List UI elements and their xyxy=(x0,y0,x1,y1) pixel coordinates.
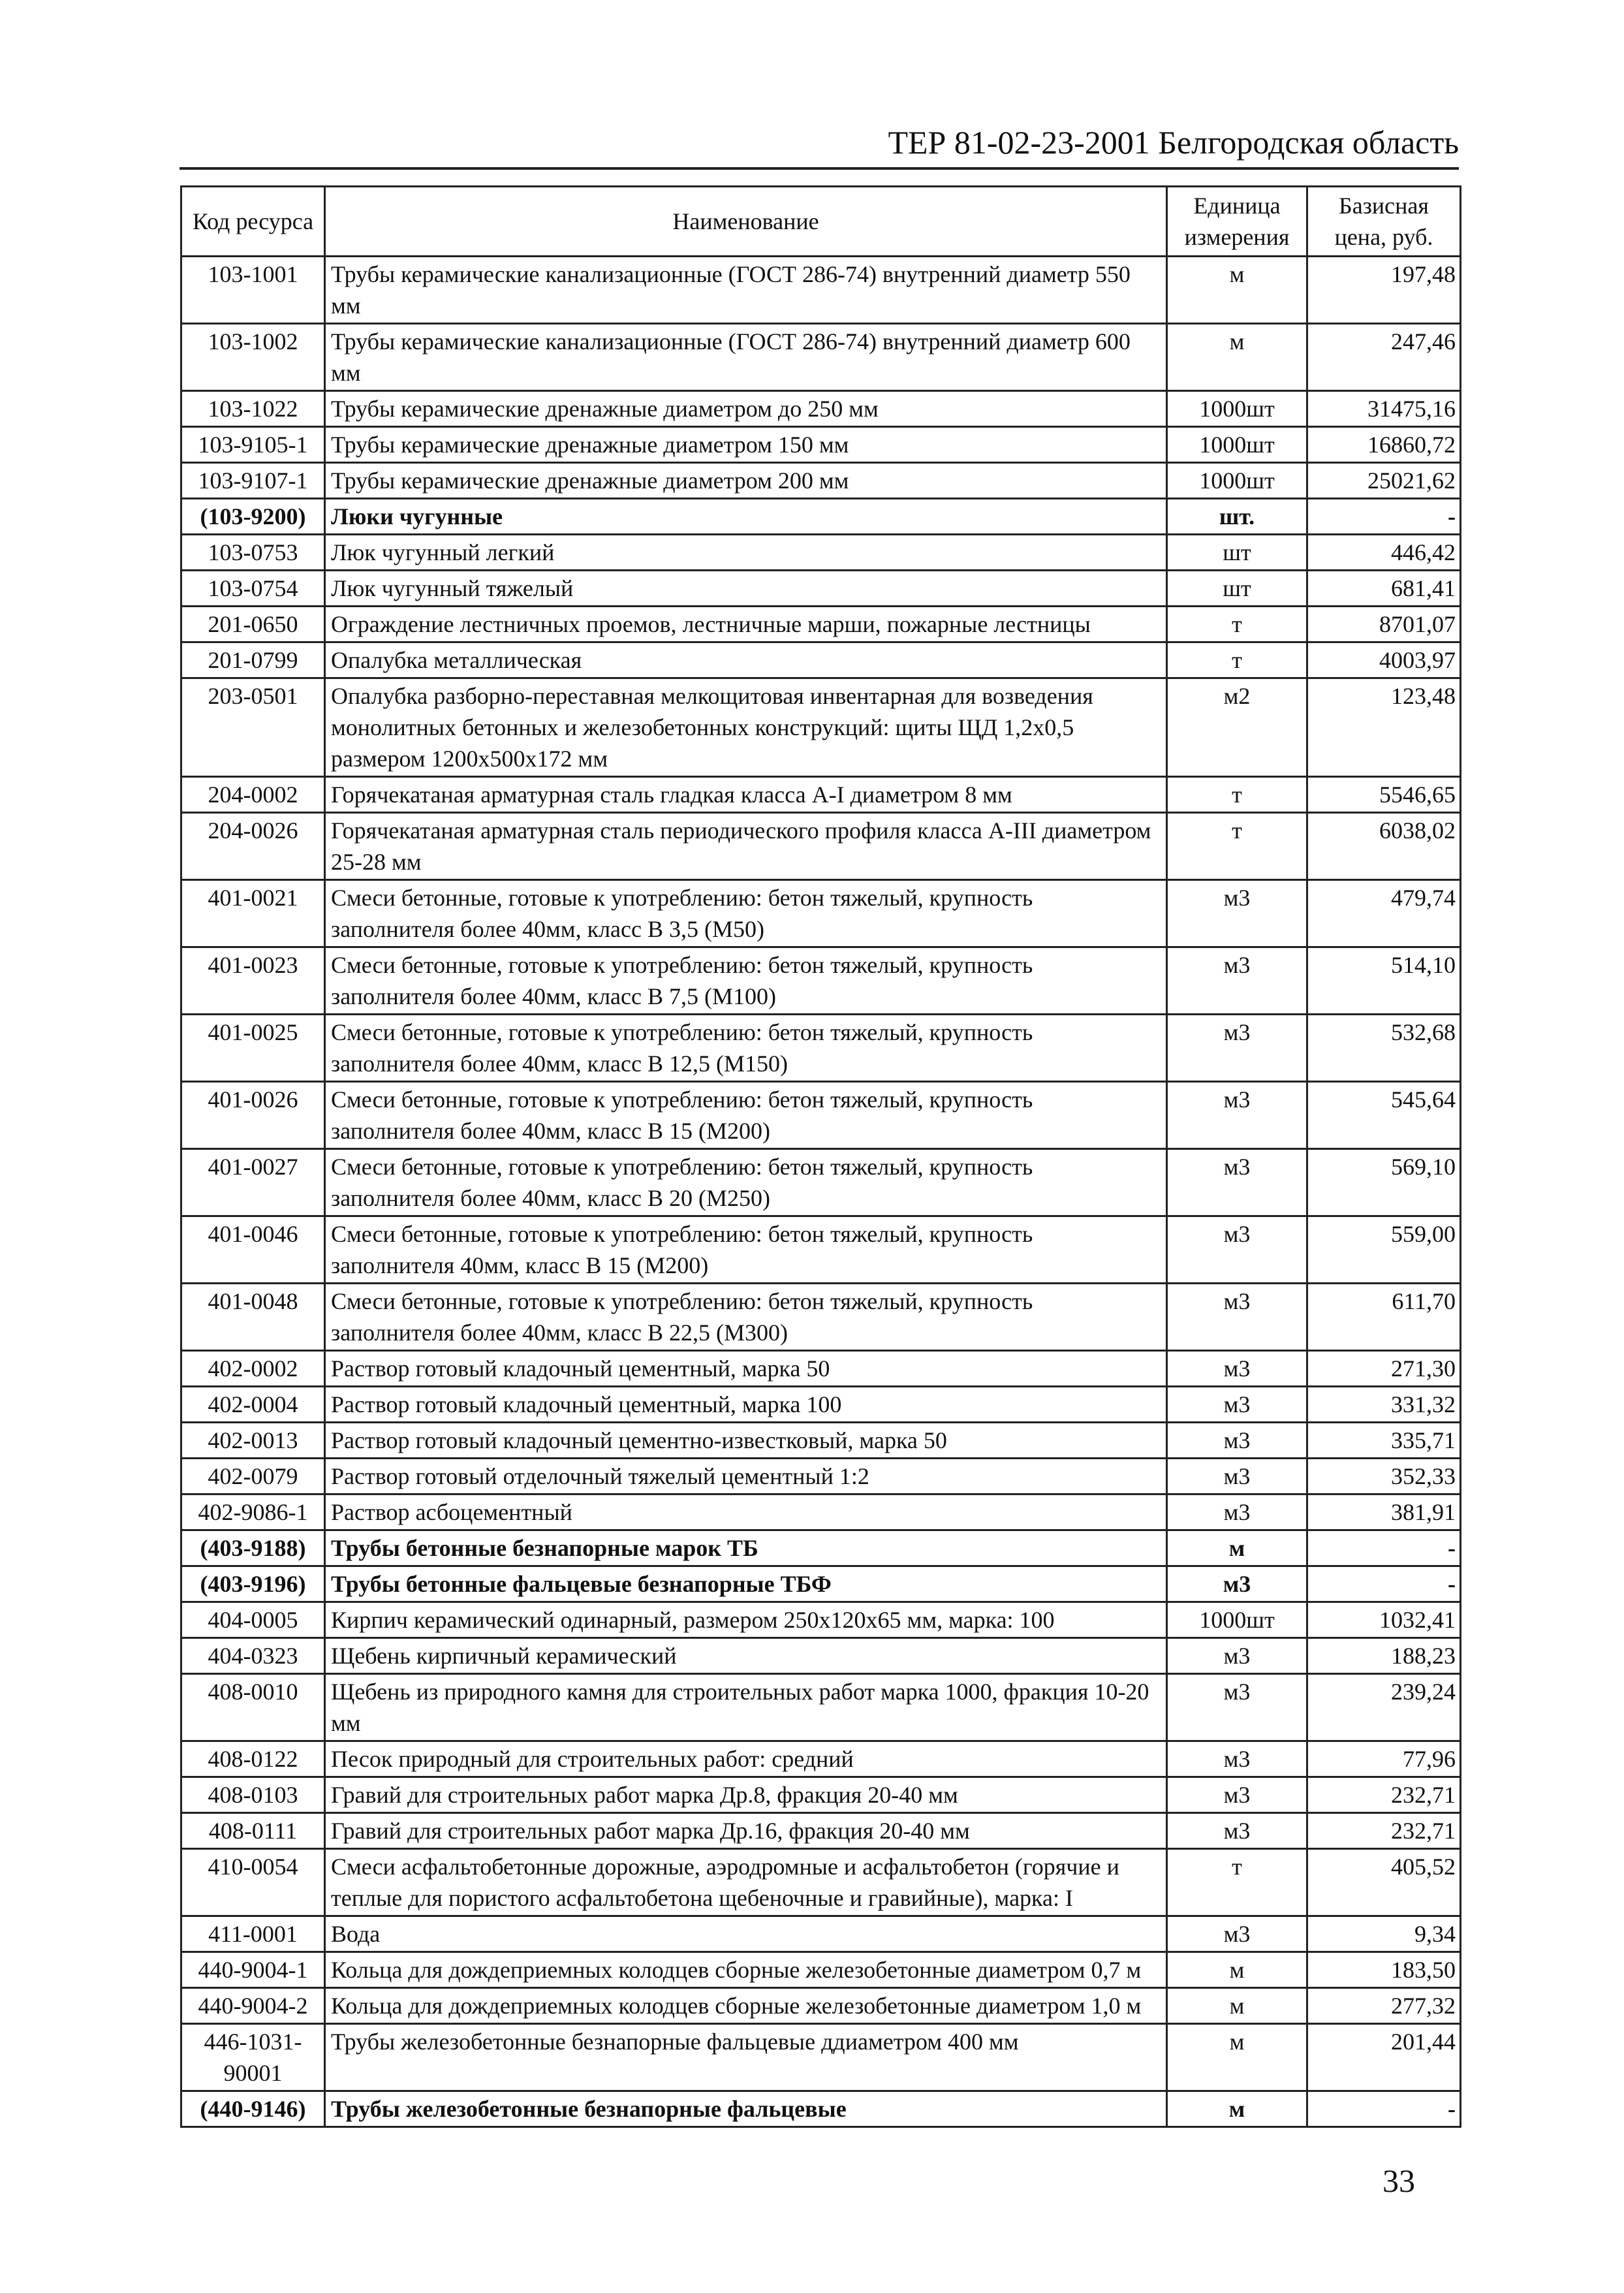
base-price: 239,24 xyxy=(1307,1674,1461,1741)
resource-name: Трубы керамические дренажные диаметром 200 мм xyxy=(325,463,1167,499)
base-price: 559,00 xyxy=(1307,1216,1461,1284)
table-row xyxy=(181,1916,1461,1952)
resource-name: Трубы бетонные безнапорные марок ТБ xyxy=(325,1530,1167,1566)
base-price: 335,71 xyxy=(1307,1423,1461,1459)
resource-name: Смеси бетонные, готовые к употреблению: бетон тяжелый, крупность заполнителя более 40мм, класс В 20 (М250) xyxy=(325,1149,1167,1216)
table-row xyxy=(181,1849,1461,1916)
resource-code: 440-9004-2 xyxy=(181,1988,325,2024)
base-price: - xyxy=(1307,1566,1461,1602)
unit-of-measure: т xyxy=(1167,777,1307,813)
resource-name: Раствор асбоцементный xyxy=(325,1494,1167,1530)
table-row xyxy=(181,1777,1461,1813)
table-row xyxy=(181,1494,1461,1530)
resource-code: 408-0111 xyxy=(181,1813,325,1849)
base-price: 331,32 xyxy=(1307,1387,1461,1423)
base-price: 8701,07 xyxy=(1307,607,1461,642)
table-row xyxy=(181,678,1461,777)
unit-of-measure: 1000шт xyxy=(1167,1602,1307,1638)
resource-code: 404-0323 xyxy=(181,1638,325,1674)
resource-code: 440-9004-1 xyxy=(181,1952,325,1988)
header-resource-code: Код ресурса xyxy=(181,187,325,257)
resource-code: 103-1001 xyxy=(181,257,325,324)
base-price: 16860,72 xyxy=(1307,427,1461,463)
unit-of-measure: м3 xyxy=(1167,1777,1307,1813)
table-row xyxy=(181,571,1461,607)
resource-code: 401-0046 xyxy=(181,1216,325,1284)
table-row xyxy=(181,1602,1461,1638)
table-row xyxy=(181,1988,1461,2024)
base-price: 197,48 xyxy=(1307,257,1461,324)
unit-of-measure: 1000шт xyxy=(1167,463,1307,499)
resource-name: Люк чугунный легкий xyxy=(325,535,1167,571)
unit-of-measure: м3 xyxy=(1167,1566,1307,1602)
resource-code: 201-0650 xyxy=(181,607,325,642)
resource-code: (403-9196) xyxy=(181,1566,325,1602)
resource-code: 204-0026 xyxy=(181,813,325,880)
base-price: 681,41 xyxy=(1307,571,1461,607)
base-price: 271,30 xyxy=(1307,1351,1461,1387)
resource-code: 402-9086-1 xyxy=(181,1494,325,1530)
base-price: 188,23 xyxy=(1307,1638,1461,1674)
table-row xyxy=(181,1149,1461,1216)
resource-code: 204-0002 xyxy=(181,777,325,813)
resource-name: Смеси бетонные, готовые к употреблению: бетон тяжелый, крупность заполнителя более 40мм, класс В 22,5 (М300) xyxy=(325,1284,1167,1351)
resource-code: 103-0753 xyxy=(181,535,325,571)
table-row xyxy=(181,1813,1461,1849)
table-row xyxy=(181,607,1461,642)
resource-code: 408-0122 xyxy=(181,1741,325,1777)
unit-of-measure: т xyxy=(1167,1849,1307,1916)
unit-of-measure: м xyxy=(1167,1530,1307,1566)
base-price: 446,42 xyxy=(1307,535,1461,571)
base-price: 1032,41 xyxy=(1307,1602,1461,1638)
base-price: 31475,16 xyxy=(1307,391,1461,427)
resource-name: Горячекатаная арматурная сталь гладкая класса А-I диаметром 8 мм xyxy=(325,777,1167,813)
resource-name: Вода xyxy=(325,1916,1167,1952)
table-row xyxy=(181,1952,1461,1988)
unit-of-measure: м3 xyxy=(1167,1082,1307,1149)
table-row xyxy=(181,777,1461,813)
resource-code: 446-1031-90001 xyxy=(181,2024,325,2091)
resource-name: Кольца для дождеприемных колодцев сборные железобетонные диаметром 0,7 м xyxy=(325,1952,1167,1988)
base-price: 352,33 xyxy=(1307,1459,1461,1494)
unit-of-measure: м3 xyxy=(1167,947,1307,1015)
table-row xyxy=(181,1015,1461,1082)
base-price: 183,50 xyxy=(1307,1952,1461,1988)
unit-of-measure: м3 xyxy=(1167,1494,1307,1530)
resource-code: 203-0501 xyxy=(181,678,325,777)
resource-code: 410-0054 xyxy=(181,1849,325,1916)
resource-code: 401-0023 xyxy=(181,947,325,1015)
unit-of-measure: м3 xyxy=(1167,1741,1307,1777)
unit-of-measure: шт. xyxy=(1167,499,1307,535)
document-header: ТЕР 81-02-23-2001 Белгородская область xyxy=(180,121,1459,170)
unit-of-measure: м3 xyxy=(1167,1149,1307,1216)
unit-of-measure: м2 xyxy=(1167,678,1307,777)
table-row xyxy=(181,1566,1461,1602)
base-price: 4003,97 xyxy=(1307,642,1461,678)
resource-price-table xyxy=(180,185,1461,2128)
table-row xyxy=(181,324,1461,391)
resource-name: Кирпич керамический одинарный, размером 250х120х65 мм, марка: 100 xyxy=(325,1602,1167,1638)
resource-name: Трубы керамические канализационные (ГОСТ 286-74) внутренний диаметр 550 мм xyxy=(325,257,1167,324)
table-body xyxy=(181,257,1461,2127)
unit-of-measure: м xyxy=(1167,324,1307,391)
base-price: - xyxy=(1307,2091,1461,2127)
base-price: 232,71 xyxy=(1307,1777,1461,1813)
resource-name: Люк чугунный тяжелый xyxy=(325,571,1167,607)
unit-of-measure: м3 xyxy=(1167,1813,1307,1849)
resource-name: Смеси асфальтобетонные дорожные, аэродромные и асфальтобетон (горячие и теплые для пористого асфальтобетона щебеночные и гравийные), марка: I xyxy=(325,1849,1167,1916)
unit-of-measure: т xyxy=(1167,607,1307,642)
resource-name: Раствор готовый кладочный цементный, марка 50 xyxy=(325,1351,1167,1387)
base-price: 5546,65 xyxy=(1307,777,1461,813)
unit-of-measure: м3 xyxy=(1167,1216,1307,1284)
unit-of-measure: м3 xyxy=(1167,1674,1307,1741)
base-price: 514,10 xyxy=(1307,947,1461,1015)
table-row xyxy=(181,1530,1461,1566)
resource-name: Трубы бетонные фальцевые безнапорные ТБФ xyxy=(325,1566,1167,1602)
unit-of-measure: м xyxy=(1167,1952,1307,1988)
resource-name: Гравий для строительных работ марка Др.16, фракция 20-40 мм xyxy=(325,1813,1167,1849)
unit-of-measure: т xyxy=(1167,813,1307,880)
resource-name: Щебень кирпичный керамический xyxy=(325,1638,1167,1674)
resource-code: 401-0021 xyxy=(181,880,325,947)
header-name: Наименование xyxy=(325,187,1167,257)
resource-code: 201-0799 xyxy=(181,642,325,678)
resource-code: 402-0004 xyxy=(181,1387,325,1423)
resource-code: 408-0103 xyxy=(181,1777,325,1813)
base-price: 479,74 xyxy=(1307,880,1461,947)
unit-of-measure: м3 xyxy=(1167,1284,1307,1351)
base-price: 277,32 xyxy=(1307,1988,1461,2024)
unit-of-measure: 1000шт xyxy=(1167,391,1307,427)
resource-name: Раствор готовый кладочный цементный, марка 100 xyxy=(325,1387,1167,1423)
unit-of-measure: м3 xyxy=(1167,1916,1307,1952)
resource-name: Щебень из природного камня для строительных работ марка 1000, фракция 10-20 мм xyxy=(325,1674,1167,1741)
table-row xyxy=(181,1284,1461,1351)
resource-name: Опалубка металлическая xyxy=(325,642,1167,678)
base-price: 201,44 xyxy=(1307,2024,1461,2091)
resource-code: 103-9107-1 xyxy=(181,463,325,499)
base-price: 123,48 xyxy=(1307,678,1461,777)
base-price: 9,34 xyxy=(1307,1916,1461,1952)
unit-of-measure: м3 xyxy=(1167,1638,1307,1674)
table-row xyxy=(181,535,1461,571)
resource-code: (440-9146) xyxy=(181,2091,325,2127)
base-price: 77,96 xyxy=(1307,1741,1461,1777)
resource-name: Смеси бетонные, готовые к употреблению: бетон тяжелый, крупность заполнителя 40мм, класс В 15 (М200) xyxy=(325,1216,1167,1284)
unit-of-measure: т xyxy=(1167,642,1307,678)
resource-code: 402-0079 xyxy=(181,1459,325,1494)
unit-of-measure: м xyxy=(1167,2091,1307,2127)
resource-name: Раствор готовый отделочный тяжелый цементный 1:2 xyxy=(325,1459,1167,1494)
base-price: 381,91 xyxy=(1307,1494,1461,1530)
resource-name: Трубы керамические дренажные диаметром до 250 мм xyxy=(325,391,1167,427)
unit-of-measure: м3 xyxy=(1167,880,1307,947)
table-row xyxy=(181,1351,1461,1387)
table-row xyxy=(181,1459,1461,1494)
unit-of-measure: шт xyxy=(1167,535,1307,571)
table-row xyxy=(181,1741,1461,1777)
unit-of-measure: м3 xyxy=(1167,1015,1307,1082)
base-price: 6038,02 xyxy=(1307,813,1461,880)
resource-code: 404-0005 xyxy=(181,1602,325,1638)
unit-of-measure: м xyxy=(1167,257,1307,324)
resource-name: Горячекатаная арматурная сталь периодического профиля класса А-III диаметром 25-28 мм xyxy=(325,813,1167,880)
resource-code: 103-1022 xyxy=(181,391,325,427)
resource-code: 401-0027 xyxy=(181,1149,325,1216)
base-price: 532,68 xyxy=(1307,1015,1461,1082)
resource-name: Трубы железобетонные безнапорные фальцевые xyxy=(325,2091,1167,2127)
table-row xyxy=(181,463,1461,499)
unit-of-measure: м3 xyxy=(1167,1387,1307,1423)
table-row xyxy=(181,947,1461,1015)
header-unit: Единица измерения xyxy=(1167,187,1307,257)
unit-of-measure: м3 xyxy=(1167,1351,1307,1387)
unit-of-measure: м xyxy=(1167,1988,1307,2024)
resource-code: 408-0010 xyxy=(181,1674,325,1741)
table-row xyxy=(181,1387,1461,1423)
table-row xyxy=(181,1082,1461,1149)
base-price: 569,10 xyxy=(1307,1149,1461,1216)
unit-of-measure: шт xyxy=(1167,571,1307,607)
table-header-row xyxy=(181,187,1461,257)
table-row xyxy=(181,1674,1461,1741)
table-row xyxy=(181,257,1461,324)
table-row xyxy=(181,1638,1461,1674)
base-price: - xyxy=(1307,1530,1461,1566)
resource-name: Смеси бетонные, готовые к употреблению: бетон тяжелый, крупность заполнителя более 40мм, класс В 7,5 (М100) xyxy=(325,947,1167,1015)
resource-name: Трубы керамические дренажные диаметром 150 мм xyxy=(325,427,1167,463)
resource-name: Смеси бетонные, готовые к употреблению: бетон тяжелый, крупность заполнителя более 40мм, класс В 12,5 (М150) xyxy=(325,1015,1167,1082)
resource-code: 103-9105-1 xyxy=(181,427,325,463)
table-row xyxy=(181,2024,1461,2091)
base-price: - xyxy=(1307,499,1461,535)
resource-name: Трубы железобетонные безнапорные фальцевые ддиаметром 400 мм xyxy=(325,2024,1167,2091)
resource-name: Кольца для дождеприемных колодцев сборные железобетонные диаметром 1,0 м xyxy=(325,1988,1167,2024)
resource-code: (403-9188) xyxy=(181,1530,325,1566)
page-number: 33 xyxy=(1382,2162,1415,2199)
unit-of-measure: м3 xyxy=(1167,1459,1307,1494)
unit-of-measure: 1000шт xyxy=(1167,427,1307,463)
resource-code: 402-0013 xyxy=(181,1423,325,1459)
table-row xyxy=(181,391,1461,427)
resource-name: Смеси бетонные, готовые к употреблению: бетон тяжелый, крупность заполнителя более 40мм, класс В 3,5 (М50) xyxy=(325,880,1167,947)
resource-code: 402-0002 xyxy=(181,1351,325,1387)
resource-name: Песок природный для строительных работ: средний xyxy=(325,1741,1167,1777)
table-row xyxy=(181,499,1461,535)
table-row xyxy=(181,642,1461,678)
resource-name: Смеси бетонные, готовые к употреблению: бетон тяжелый, крупность заполнителя более 40мм, класс В 15 (М200) xyxy=(325,1082,1167,1149)
resource-code: 411-0001 xyxy=(181,1916,325,1952)
resource-name: Ограждение лестничных проемов, лестничные марши, пожарные лестницы xyxy=(325,607,1167,642)
base-price: 545,64 xyxy=(1307,1082,1461,1149)
table-row xyxy=(181,1423,1461,1459)
base-price: 405,52 xyxy=(1307,1849,1461,1916)
resource-code: 103-0754 xyxy=(181,571,325,607)
resource-name: Гравий для строительных работ марка Др.8, фракция 20-40 мм xyxy=(325,1777,1167,1813)
resource-code: 401-0026 xyxy=(181,1082,325,1149)
table-row xyxy=(181,2091,1461,2127)
resource-code: (103-9200) xyxy=(181,499,325,535)
resource-code: 103-1002 xyxy=(181,324,325,391)
resource-name: Трубы керамические канализационные (ГОСТ 286-74) внутренний диаметр 600 мм xyxy=(325,324,1167,391)
base-price: 232,71 xyxy=(1307,1813,1461,1849)
table-row xyxy=(181,813,1461,880)
resource-code: 401-0048 xyxy=(181,1284,325,1351)
table-row xyxy=(181,1216,1461,1284)
table-row xyxy=(181,427,1461,463)
base-price: 247,46 xyxy=(1307,324,1461,391)
resource-name: Опалубка разборно-переставная мелкощитовая инвентарная для возведения монолитных бетонных и железобетонных конструкций: щиты ЩД 1,2х0,5 размером 1200х500х172 мм xyxy=(325,678,1167,777)
base-price: 25021,62 xyxy=(1307,463,1461,499)
table-row xyxy=(181,880,1461,947)
unit-of-measure: м3 xyxy=(1167,1423,1307,1459)
base-price: 611,70 xyxy=(1307,1284,1461,1351)
header-base-price: Базисная цена, руб. xyxy=(1307,187,1461,257)
resource-name: Люки чугунные xyxy=(325,499,1167,535)
unit-of-measure: м xyxy=(1167,2024,1307,2091)
resource-code: 401-0025 xyxy=(181,1015,325,1082)
resource-name: Раствор готовый кладочный цементно-известковый, марка 50 xyxy=(325,1423,1167,1459)
